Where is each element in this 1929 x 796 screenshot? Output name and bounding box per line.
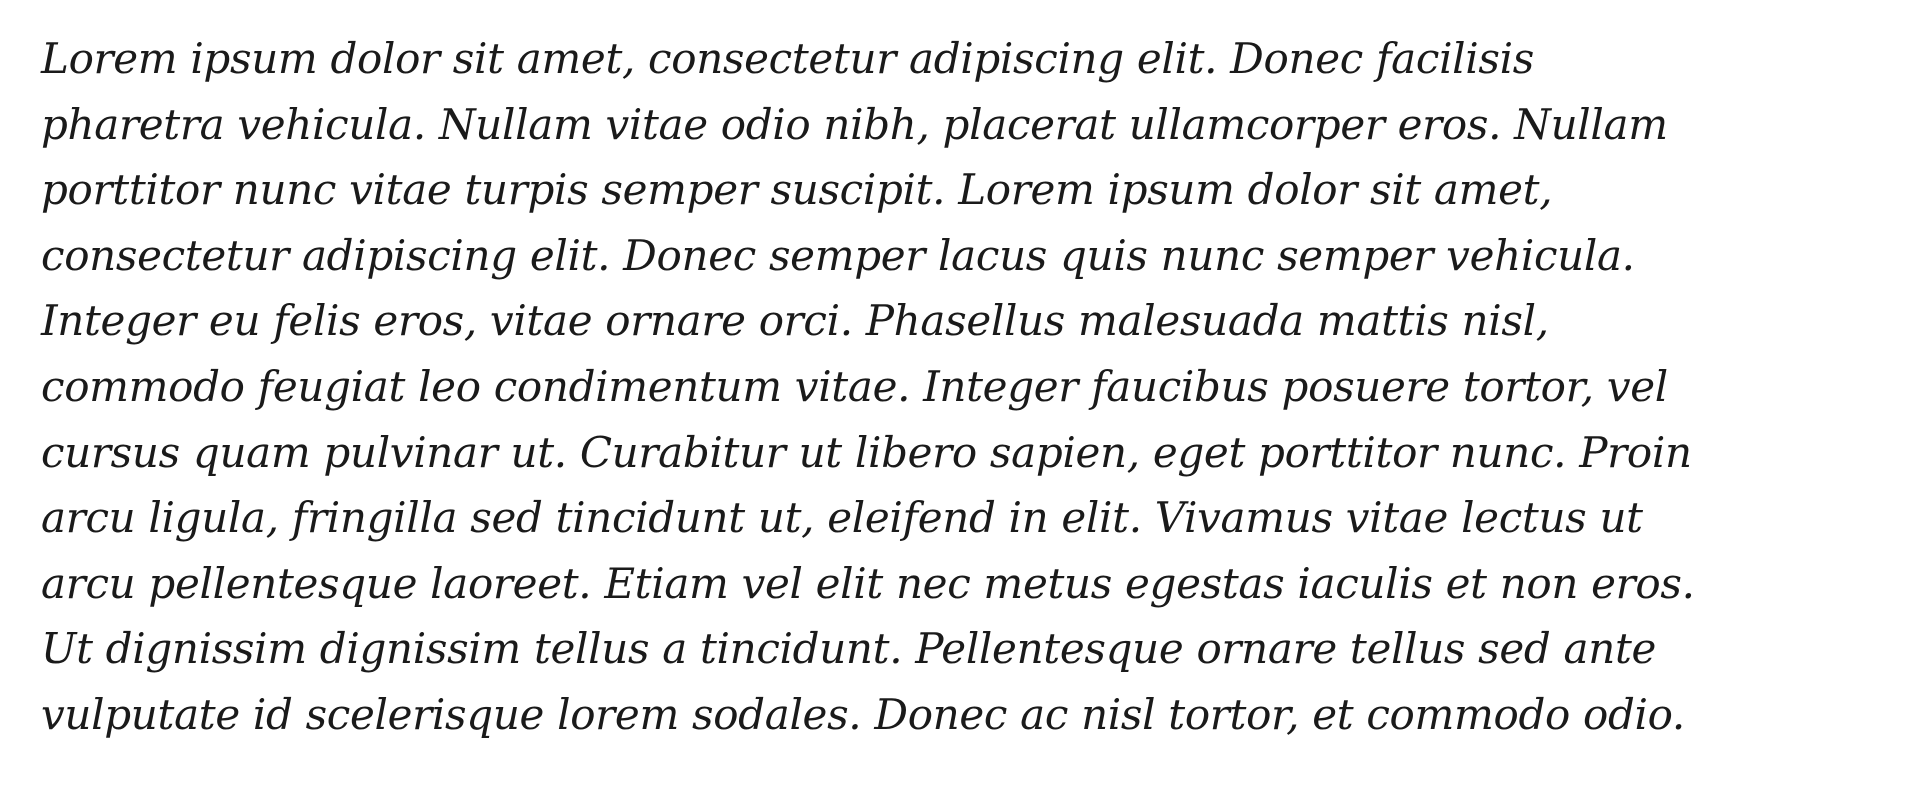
paragraph-line-4: consectetur adipiscing elit. Donec semper lacus quis nunc semper vehicula. bbox=[41, 230, 1635, 280]
paragraph-line-11: vulputate id scelerisque lorem sodales. Donec ac nisl tortor, et commodo odio. bbox=[41, 689, 1685, 739]
paragraph-line-6: commodo feugiat leo condimentum vitae. Integer faucibus posuere tortor, vel bbox=[41, 361, 1668, 411]
paragraph-line-9: arcu pellentesque laoreet. Etiam vel elit nec metus egestas iaculis et non eros. bbox=[41, 558, 1695, 608]
paragraph-line-8: arcu ligula, fringilla sed tincidunt ut, eleifend in elit. Vivamus vitae lectus ut bbox=[41, 493, 1643, 543]
paragraph-line-2: pharetra vehicula. Nullam vitae odio nibh, placerat ullamcorper eros. Nullam bbox=[41, 99, 1668, 149]
paragraph-line-10: Ut dignissim dignissim tellus a tincidunt. Pellentesque ornare tellus sed ante bbox=[41, 624, 1657, 674]
paragraph-line-3: porttitor nunc vitae turpis semper suscipit. Lorem ipsum dolor sit amet, bbox=[41, 165, 1553, 215]
paragraph-line-1: Lorem ipsum dolor sit amet, consectetur adipiscing elit. Donec facilisis bbox=[41, 34, 1534, 83]
body-paragraph bbox=[41, 26, 1921, 748]
paragraph-line-7: cursus quam pulvinar ut. Curabitur ut libero sapien, eget porttitor nunc. Proin bbox=[41, 427, 1692, 477]
paragraph-line-5: Integer eu felis eros, vitae ornare orci. Phasellus malesuada mattis nisl, bbox=[41, 296, 1549, 346]
